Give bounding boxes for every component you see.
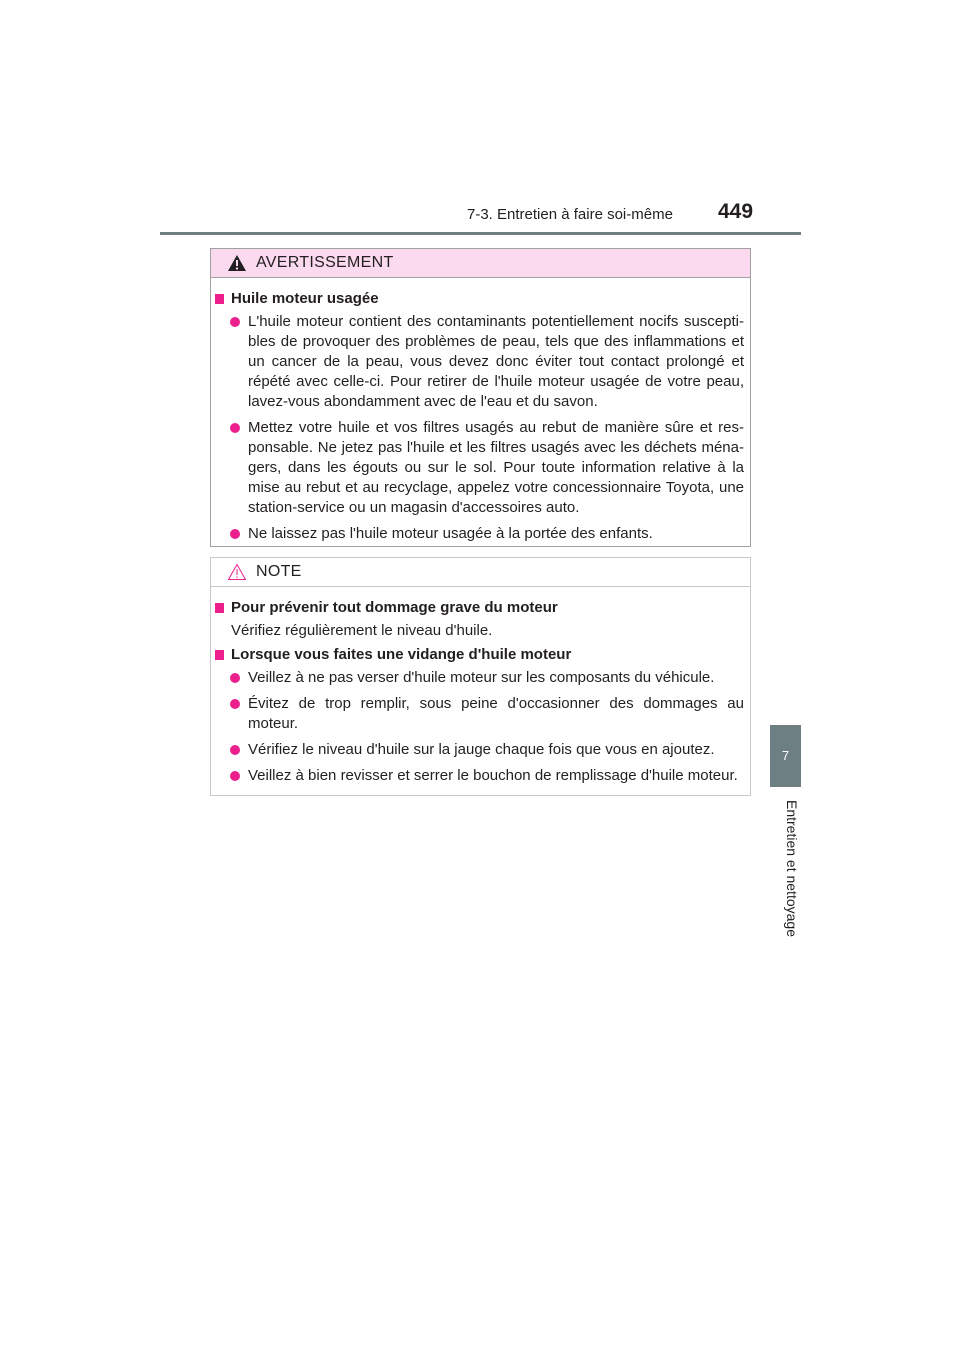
circle-bullet-icon	[230, 699, 240, 709]
note-box	[210, 557, 751, 796]
square-bullet-icon	[215, 650, 224, 660]
section-title: 7-3. Entretien à faire soi-même	[467, 206, 673, 223]
note-section-text: Vérifiez régulièrement le niveau d'huile.	[231, 622, 493, 639]
chapter-tab	[770, 725, 801, 787]
chapter-title: Entretien et nettoyage	[784, 800, 800, 937]
circle-bullet-icon	[230, 673, 240, 683]
warning-item: Mettez votre huile et vos filtres usagés au rebut de manière sûre et res-ponsable. Ne jetez pas l'huile et les filtres usagés avec les déchets ména-gers, dans les égouts ou sur le sol. Pour toute information relative à la mise au rebut et au recyclage, appelez votre concessionnaire Toyota, une station-service ou un magasin d'accessoires auto.	[230, 418, 744, 518]
note-item: Vérifiez le niveau d'huile sur la jauge chaque fois que vous en ajoutez.	[230, 740, 744, 760]
warning-triangle-icon	[227, 254, 247, 272]
note-item: Veillez à ne pas verser d'huile moteur sur les composants du véhicule.	[230, 668, 744, 688]
circle-bullet-icon	[230, 745, 240, 755]
note-body	[211, 598, 750, 786]
note-section-heading: Lorsque vous faites une vidange d'huile moteur	[213, 645, 736, 665]
caution-triangle-icon	[227, 563, 247, 581]
note-header	[211, 558, 750, 587]
page-number: 449	[718, 200, 754, 223]
warning-title: AVERTISSEMENT	[256, 254, 394, 271]
warning-section-heading: Huile moteur usagée	[213, 289, 736, 309]
warning-header	[211, 249, 750, 278]
warning-item: L'huile moteur contient des contaminants potentiellement nocifs suscepti-bles de provoquer des problèmes de peau, tels que des inflammations et un cancer de la peau, vous devez donc éviter tout contact prolongé et répété avec celle-ci. Pour retirer de l'huile moteur usagée de votre peau, lavez-vous abondamment avec de l'eau et du savon.	[230, 312, 744, 412]
note-item: Évitez de trop remplir, sous peine d'occasionner des dommages au moteur.	[230, 694, 744, 734]
note-section-heading: Pour prévenir tout dommage grave du moteur	[213, 598, 736, 618]
warning-body	[211, 289, 750, 544]
circle-bullet-icon	[230, 529, 240, 539]
square-bullet-icon	[215, 294, 224, 304]
circle-bullet-icon	[230, 771, 240, 781]
chapter-number: 7	[781, 748, 790, 763]
circle-bullet-icon	[230, 423, 240, 433]
warning-item: Ne laissez pas l'huile moteur usagée à la portée des enfants.	[230, 524, 744, 544]
note-item: Veillez à bien revisser et serrer le bouchon de remplissage d'huile moteur.	[230, 766, 744, 786]
note-title: NOTE	[256, 563, 302, 580]
square-bullet-icon	[215, 603, 224, 613]
warning-box	[210, 248, 751, 547]
header-divider	[160, 232, 801, 235]
circle-bullet-icon	[230, 317, 240, 327]
